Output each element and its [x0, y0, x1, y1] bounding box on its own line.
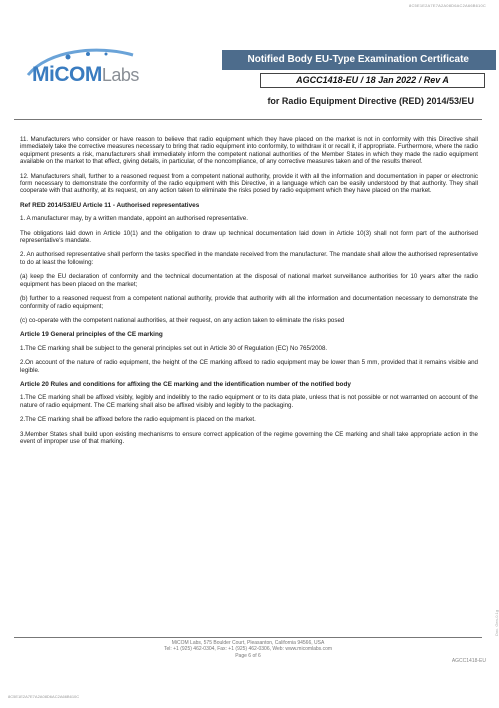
- article-19-item-1: 1.The CE marking shall be subject to the general principles set out in Article 30 of Regulation (EC) No 765/2008.: [20, 344, 328, 352]
- side-document-tag: Doc. Gen-0.1g: [494, 610, 499, 637]
- footer-address: MiCOM Labs, 575 Boulder Court, Pleasanton, California 94566, USA: [171, 640, 325, 646]
- article-11-item-2: 2. An authorised representative shall perform the tasks specified in the mandate received from the manufacturer. The mandate shall allow the authorised representative to do at least the following:: [20, 251, 478, 266]
- paragraph-11: 11. Manufacturers who consider or have reason to believe that radio equipment which they have placed on the market is not in conformity with this Directive shall immediately take the corrective measures necessary to bring that radio equipment into conformity, to withdraw it or recall it, if appropriate. Furthermore, where the radio equipment presents a risk, manufacturers shall immediately inform the competent national authorities of the Member States in which they made the radio equipment available on the market to that effect, giving details, in particular, of the noncompliance, of any corrective measures taken and of the results thereof.: [20, 136, 478, 166]
- article-20-item-3: 3.Member States shall build upon existing mechanisms to ensure correct application of the regime governing the CE marking and shall take appropriate action in the event of improper use of that marking.: [20, 430, 478, 445]
- footer-page-number: Page 6 of 6: [235, 652, 261, 659]
- logo-labs-text: Labs: [101, 65, 139, 85]
- certificate-reference: AGCC1418-EU / 18 Jan 2022 / Rev A: [260, 73, 485, 88]
- footer-document-code: AGCC1418-EU: [451, 658, 486, 664]
- certificate-title-banner: [222, 50, 496, 70]
- footer-divider: [14, 637, 482, 638]
- certificate-header: [0, 35, 496, 131]
- logo-wordmark: [32, 63, 139, 87]
- article-20-item-1: 1.The CE marking shall be affixed visibly, legibly and indelibly to the radio equipment or to its data plate, unless that is not possible or not warranted on account of the nature of radio equipment. The CE marking shall also be affixed visibly and legibly to the packaging.: [20, 394, 478, 409]
- certificate-body: [20, 136, 478, 452]
- logo-micom-text: MiCOM: [32, 63, 102, 86]
- article-11-item-c: (c) co-operate with the competent national authorities, at their request, on any action taken to eliminate the risks posed: [20, 316, 345, 324]
- article-11-item-a: (a) keep the EU declaration of conformity and the technical documentation at the disposal of national market surveillance authorities for 10 years after the radio equipment has been placed on the market;: [20, 273, 478, 288]
- header-divider: [14, 119, 482, 120]
- article-11-obligations: The obligations laid down in Article 10(1) and the obligation to draw up technical documentation laid down in Article 10(3) shall not form part of the authorised representative's mandate.: [20, 229, 478, 245]
- article-11-item-1: 1. A manufacturer may, by a written mandate, appoint an authorised representative.: [20, 215, 248, 223]
- article-19-item-2: 2.On account of the nature of radio equipment, the height of the CE marking affixed to radio equipment may be lower than 5 mm, provided that it remains visible and legible.: [20, 359, 478, 374]
- micom-labs-logo: [18, 45, 168, 95]
- heading-article-11: Ref RED 2014/53/EU Article 11 - Authorised representatives: [20, 201, 200, 209]
- article-20-item-2: 2.The CE marking shall be affixed before the radio equipment is placed on the market.: [20, 416, 256, 424]
- heading-article-19: Article 19 General principles of the CE marking: [20, 331, 163, 339]
- directive-title: for Radio Equipment Directive (RED) 2014/53/EU: [267, 96, 474, 106]
- paragraph-12: 12. Manufacturers shall, further to a reasoned request from a competent national authority, provide it with all the information and documentation in paper or electronic form necessary to demonstrate the conformity of the radio equipment with this Directive, in a language which can be easily understood by that authority. They shall cooperate with that authority, at its request, on any action taken to eliminate the risks posed by radio equipment which they have placed on the market.: [20, 172, 478, 195]
- heading-article-20: Article 20 Rules and conditions for affixing the CE marking and the identification number of the notified body: [20, 380, 351, 388]
- article-11-item-b: (b) further to a reasoned request from a competent national authority, provide that authority with all the information and documentation necessary to demonstrate the conformity of radio equipment;: [20, 295, 478, 310]
- page-footer: [0, 640, 496, 659]
- document-id-top: 8C5E1E2A7E7A2A08D6AC2A66B610C: [409, 3, 486, 8]
- certificate-title: Notified Body EU-Type Examination Certificate: [247, 54, 469, 65]
- footer-document-id: 8C5E1E2A7E7A2A08D6AC2A66B610C: [8, 694, 80, 699]
- footer-contact: Tel: +1 (925) 462-0304, Fax: +1 (925) 462-0306, Web: www.micomlabs.com: [163, 646, 333, 653]
